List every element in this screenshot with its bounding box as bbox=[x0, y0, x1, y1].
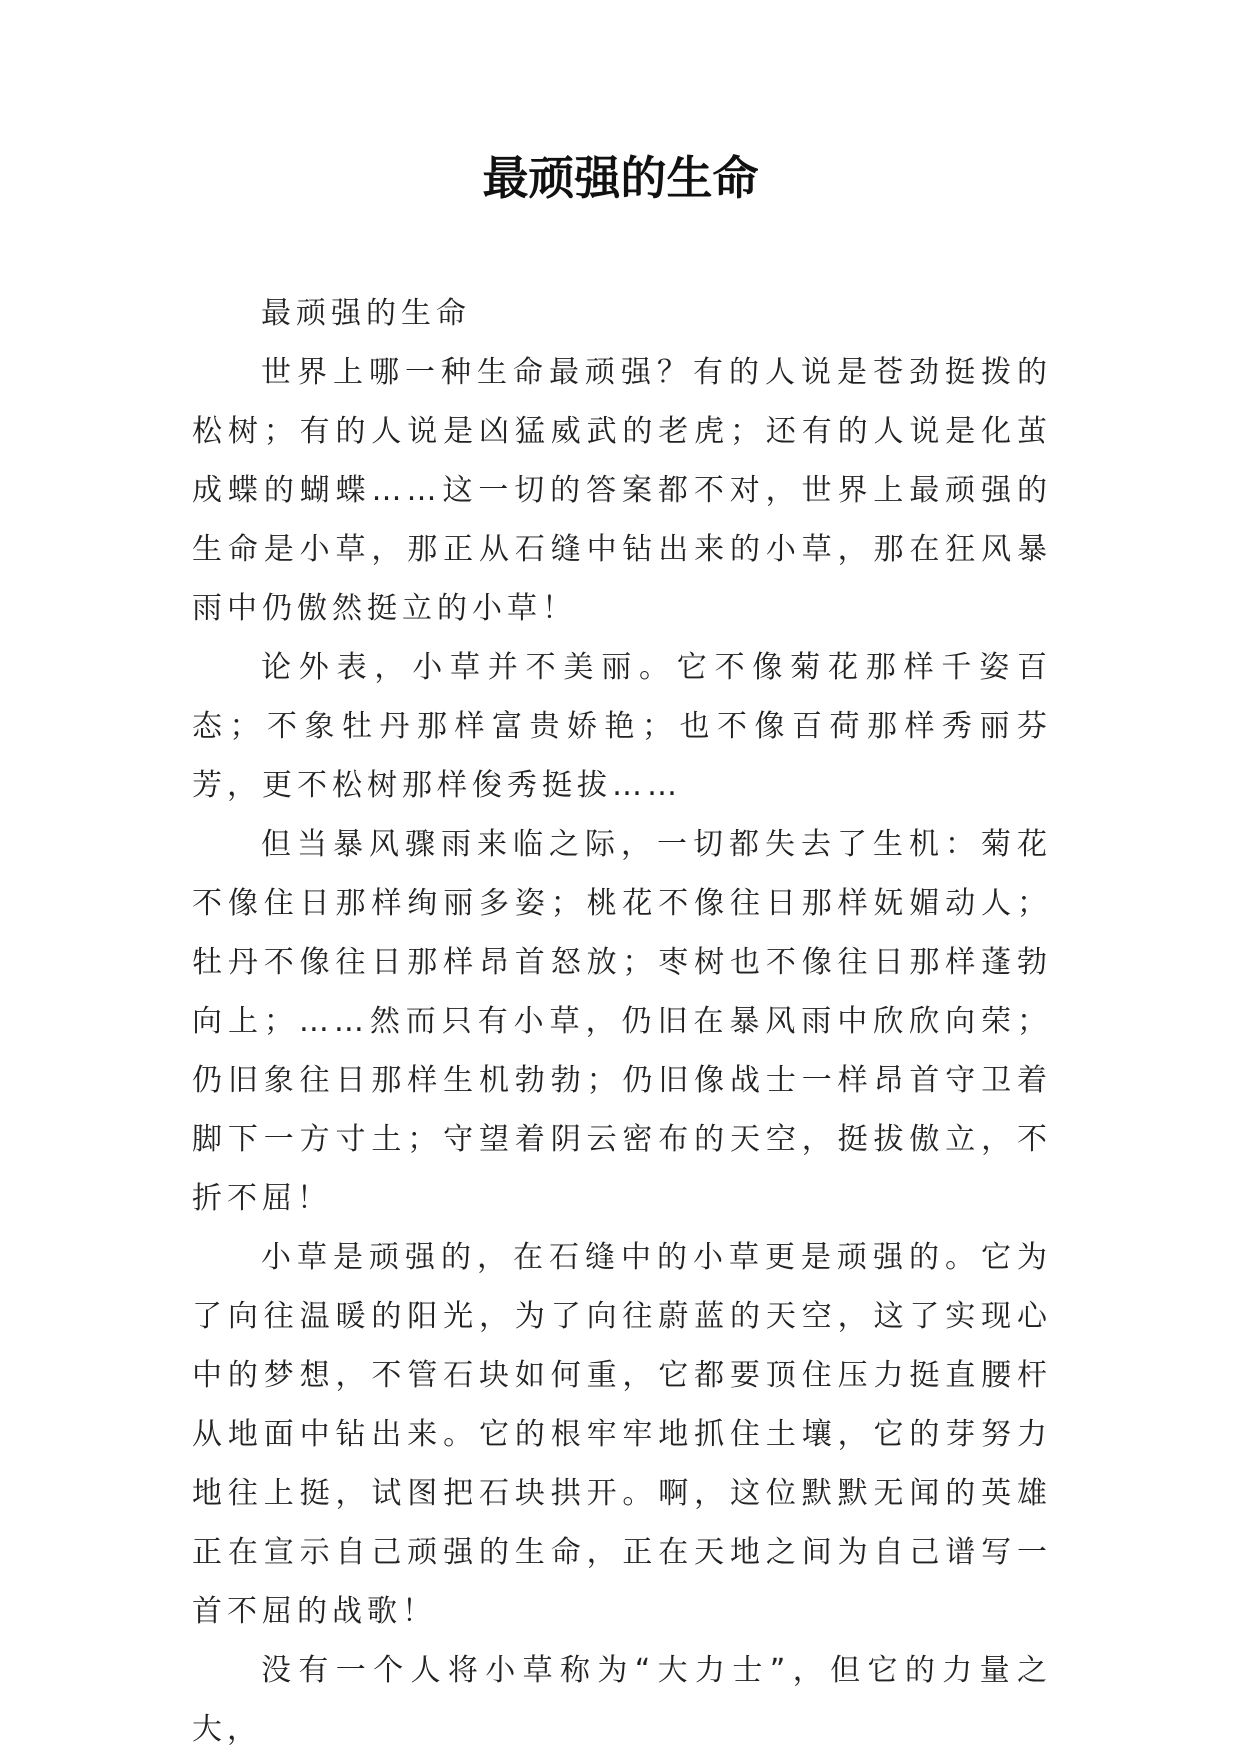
paragraph: 世界上哪一种生命最顽强？有的人说是苍劲挺拨的松树；有的人说是凶猛威武的老虎；还有的人说是化茧成蝶的蝴蝶……这一切的答案都不对，世界上最顽强的生命是小草，那正从石缝中钻出来的小草，那在狂风暴雨中仍傲然挺立的小草！ bbox=[192, 355, 1052, 626]
paragraph: 论外表，小草并不美丽。它不像菊花那样千姿百态；不象牡丹那样富贵娇艳；也不像百荷那样秀丽芬芳，更不松树那样俊秀挺拔…… bbox=[192, 650, 1052, 803]
paragraph: 没有一个人将小草称为“大力士”，但它的力量之大， bbox=[192, 1653, 1052, 1747]
document-body bbox=[192, 284, 1052, 1759]
paragraph: 最顽强的生命 bbox=[261, 296, 471, 331]
paragraph: 小草是顽强的，在石缝中的小草更是顽强的。它为了向往温暖的阳光，为了向往蔚蓝的天空，这了实现心中的梦想，不管石块如何重，它都要顶住压力挺直腰杆从地面中钻出来。它的根牢牢地抓住土壤，它的芽努力地往上挺，试图把石块拱开。啊，这位默默无闻的英雄正在宣示自己顽强的生命，正在天地之间为自己谱写一首不屈的战歌！ bbox=[192, 1240, 1052, 1629]
paragraph: 但当暴风骤雨来临之际，一切都失去了生机：菊花不像住日那样绚丽多姿；桃花不像往日那样妩媚动人；牡丹不像往日那样昂首怒放；枣树也不像往日那样蓬勃向上；……然而只有小草，仍旧在暴风雨中欣欣向荣；仍旧象往日那样生机勃勃；仍旧像战士一样昂首守卫着脚下一方寸土；守望着阴云密布的天空，挺拔傲立，不折不屈！ bbox=[192, 827, 1052, 1216]
document-title: 最顽强的生命 bbox=[482, 151, 759, 205]
